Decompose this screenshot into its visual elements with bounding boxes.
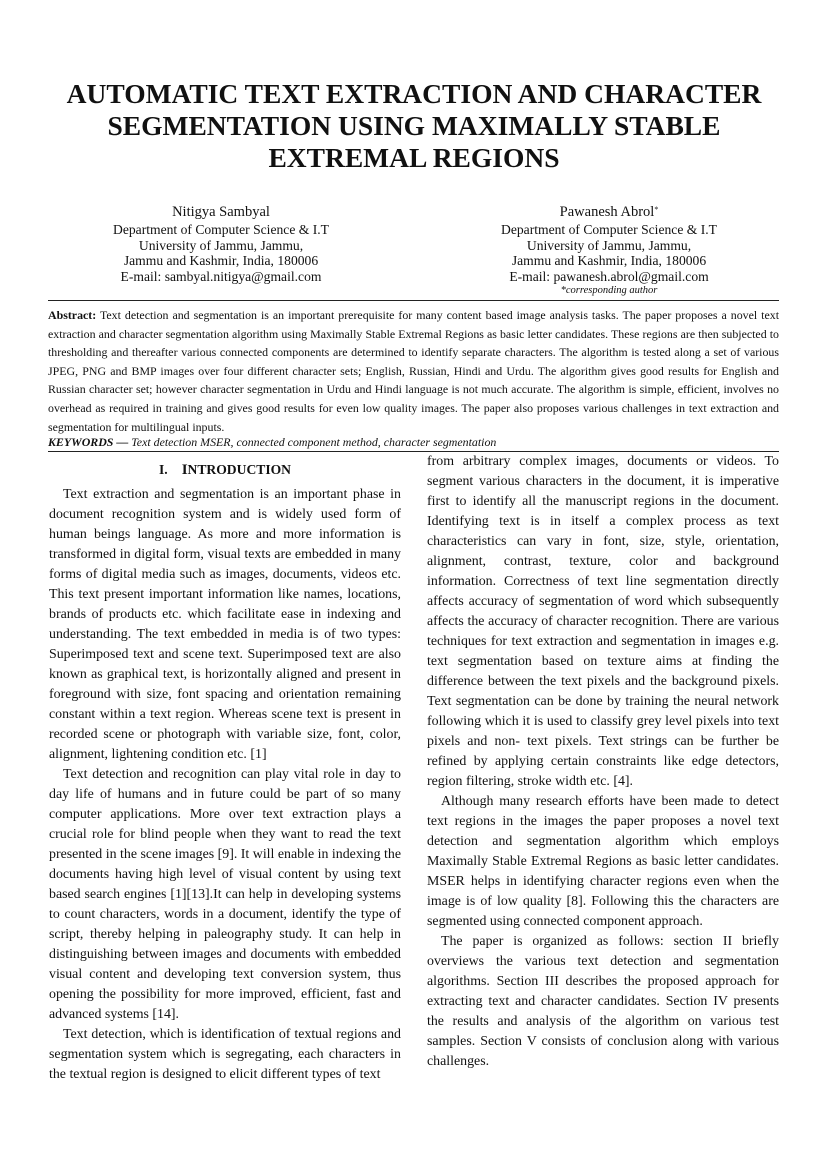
- title-line: AUTOMATIC TEXT EXTRACTION AND CHARACTER: [66, 78, 762, 109]
- author-name: Pawanesh Abrol*: [559, 204, 659, 220]
- left-column: [49, 485, 401, 1085]
- abstract-label: Abstract:: [48, 308, 97, 322]
- body-paragraph: Text extraction and segmentation is an important phase in document recognition system and is widely used form of human beings language. As more and more information is transformed in digital form, visual texts are embedded in many forms of digital media such as images, documents, videos etc. This text present important information like names, locations, brands of products etc. which facilitate ease in indexing and understanding. The text embedded in media is of two types: Superimposed text and scene text. Superimposed text are also known as graphical text, is horizontally aligned and present in foreground with size, font spacing and orientation remaining constant within a text region. Whereas scene text is present in recorded scene or photograph with variable size, font, color, alignment, lightening condition etc. [1]: [49, 487, 401, 762]
- keywords-label: KEYWORDS —: [48, 435, 132, 449]
- body-paragraph: Text detection, which is identification of textual regions and segmentation system which is segregating, each characters in the textual region is designed to elicit different types of text: [49, 1027, 401, 1082]
- body-paragraph: Although many research efforts have been made to detect text regions in the images the paper proposes a novel text detection and segmentation algorithm which employs Maximally Stable Extremal Regions as basic letter candidates. MSER helps in identifying character regions even when the image is of low quality [8]. Following this the characters are segmented using connected component approach.: [427, 794, 779, 929]
- paper-title: [40, 78, 788, 174]
- author-location: Jammu and Kashmir, India, 180006: [123, 253, 319, 269]
- corresponding-author-note: *corresponding author: [560, 285, 658, 297]
- abstract-top-rule: [48, 300, 779, 301]
- corresponding-marker: *: [654, 205, 659, 214]
- keywords: [48, 434, 779, 450]
- abstract: [48, 306, 779, 436]
- keywords-text: Text detection MSER, connected component method, character segmentation: [131, 435, 497, 449]
- title-line: EXTREMAL REGIONS: [268, 142, 560, 173]
- author-block-second: [484, 204, 734, 297]
- author-block-first: [96, 204, 346, 284]
- title-line: SEGMENTATION USING MAXIMALLY STABLE: [107, 110, 721, 141]
- author-university: University of Jammu, Jammu,: [526, 237, 692, 253]
- body-paragraph: The paper is organized as follows: section II briefly overviews the various text detection and segmentation algorithms. Section III describes the proposed approach for extracting text and character candidates. Section IV presents the results and analysis of the algorithm on various test samples. Section V consists of conclusion along with various challenges.: [427, 934, 779, 1069]
- section-title-rest: NTRODUCTION: [187, 462, 292, 477]
- right-column: [427, 452, 779, 1072]
- author-department: Department of Computer Science & I.T: [501, 222, 717, 237]
- body-paragraph: Text detection and recognition can play vital role in day to day life of humans and in future could be part of so many computer applications. More over text extraction plays a crucial role for blind people when they want to read the text presented in the scene images [9]. It will enable in indexing the documents having high level of visual content by using text based search engines [1][13].It can help in developing systems to count characters, words in a document, identify the type of script, thereby helping in paleography study. It can help in distinguishing between images and documents with embedded visual content and developing text conversion system, thus opening the possibility for more improved, efficient, fast and advanced systems [14].: [49, 767, 401, 1022]
- author-location: Jammu and Kashmir, India, 180006: [511, 253, 707, 269]
- author-name: Nitigya Sambyal: [172, 204, 270, 220]
- author-department: Department of Computer Science & I.T: [113, 222, 329, 237]
- section-title-initial: I: [181, 462, 188, 478]
- author-university: University of Jammu, Jammu,: [138, 237, 304, 253]
- abstract-text: Text detection and segmentation is an important prerequisite for many content based image analysis tasks. The paper proposes a novel text extraction and character segmentation algorithm using Maximally Stable Extremal Regions as basic letter candidates. These regions are then subjected to thresholding and thereafter various connected components are determined to identify separate characters. The algorithm is tested along a set of various JPEG, PNG and BMP images over four different character sets; English, Russian, Hindi and Urdu. The algorithm gives good results for English and Russian character set; however character segmentation in Urdu and Hindi language is not much accurate. The algorithm is simple, efficient, involves no overhead as required in training and gives good results for even low quality images. The paper also proposes various challenges in text extraction and segmentation for multilingual inputs.: [48, 308, 779, 434]
- author-email: E-mail: pawanesh.abrol@gmail.com: [509, 268, 709, 284]
- section-heading-introduction: [49, 461, 401, 479]
- section-number: I.: [158, 462, 168, 477]
- author-email: E-mail: sambyal.nitigya@gmail.com: [120, 268, 322, 284]
- body-paragraph: from arbitrary complex images, documents or videos. To segment various characters in the document, it is imperative first to identify all the manuscript regions in the document. Identifying text is in itself a complex process as text characteristics can vary in font, size, style, orientation, alignment, contrast, texture, color and background information. Correctness of text line segmentation directly affects accuracy of segmentation of word which subsequently affects the accuracy of character recognition. There are various techniques for text extraction and segmentation in images e.g. text segmentation based on texture aims at finding the difference between the text pixels and the background pixels. Text segmentation can be done by training the neural network following which it is used to classify grey level pixels into text pixels and non- text pixels. Text strings can be further be refined by applying certain constraints like edge detectors, region filtering, stroke width etc. [4].: [427, 454, 779, 789]
